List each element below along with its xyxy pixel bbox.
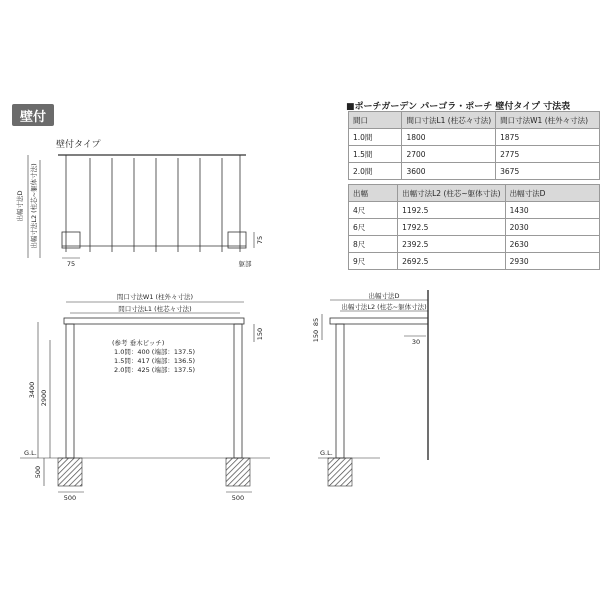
plan-dim-75-bottom: 75 [66,260,76,268]
table-header-cell: 出幅 [349,185,398,202]
table-cell: 9尺 [349,253,398,270]
table-cell: 2775 [496,146,600,163]
table-cell: 2.0間 [349,163,402,180]
plan-view [28,155,254,258]
table-cell: 3675 [496,163,600,180]
side-footing [328,458,352,486]
table-cell: 1875 [496,129,600,146]
plan-depth-d-label: 出幅寸法D [16,190,24,222]
table-cell: 1792.5 [398,219,505,236]
side-elevation [318,290,428,460]
table-cell: 2630 [505,236,599,253]
side-dim-85: 85 [312,317,320,327]
table-header-cell: 出幅寸法D [505,185,599,202]
table-cell: 1.0間 [349,129,402,146]
side-beam [330,318,428,324]
table-cell: 2692.5 [398,253,505,270]
front-note-line: 1.0間：400 (端部：137.5) [114,348,195,356]
plan-eave-label: 躯部 [238,260,252,268]
table-cell: 1430 [505,202,599,219]
side-d-label: 出幅寸法D [368,292,400,300]
side-dim-150: 150 [312,329,320,343]
table-header-cell: 出幅寸法L2 (柱芯~躯体寸法) [398,185,505,202]
front-post-left [66,324,74,458]
front-dim-500-height: 500 [34,465,42,479]
table-cell: 2700 [402,146,496,163]
front-note-title: (参考 垂木ピッチ) [112,339,165,347]
table-cell: 2930 [505,253,599,270]
front-footing-right [226,458,250,486]
front-dim-2900: 2900 [40,389,48,407]
side-gl-label: G.L. [320,449,333,457]
front-gl-label: G.L. [24,449,37,457]
table-header-cell: 間口 [349,112,402,129]
table-cell: 1800 [402,129,496,146]
subtitle: 壁付タイプ [56,140,101,150]
front-dim-500-right: 500 [231,494,245,502]
table-cell: 6尺 [349,219,398,236]
table-cell: 2392.5 [398,236,505,253]
front-note-line: 1.5間：417 (端部：136.5) [114,357,195,365]
front-l1-label: 間口寸法L1 (柱芯々寸法) [118,305,192,313]
table-header-cell: 間口寸法L1 (柱芯々寸法) [402,112,496,129]
front-dim-3400: 3400 [28,381,36,399]
side-post [336,324,344,458]
side-l2-label: 出幅寸法L2 (柱芯~躯体寸法) [341,303,427,311]
table-cell: 4尺 [349,202,398,219]
front-w1-label: 間口寸法W1 (柱外々寸法) [116,293,194,301]
side-dim-30: 30 [411,338,421,346]
table-cell: 1.5間 [349,146,402,163]
plan-depth-l2-label: 出幅寸法L2 (柱芯~躯体寸法) [30,163,38,249]
front-dim-150: 150 [256,327,264,341]
front-footing-left [58,458,82,486]
table-cell: 8尺 [349,236,398,253]
table-cell: 3600 [402,163,496,180]
table-cell: 2030 [505,219,599,236]
front-note-line: 2.0間：425 (端部：137.5) [114,366,195,374]
front-beam [64,318,244,324]
table-title: ■ポーチガーデン パーゴラ・ポーチ 壁付タイプ 寸法表 [346,102,571,112]
plan-dim-75-right: 75 [256,235,264,245]
section-badge: 壁付 [12,104,54,126]
front-dim-500-left: 500 [63,494,77,502]
table-header-cell: 間口寸法W1 (柱外々寸法) [496,112,600,129]
front-post-right [234,324,242,458]
table-cell: 1192.5 [398,202,505,219]
